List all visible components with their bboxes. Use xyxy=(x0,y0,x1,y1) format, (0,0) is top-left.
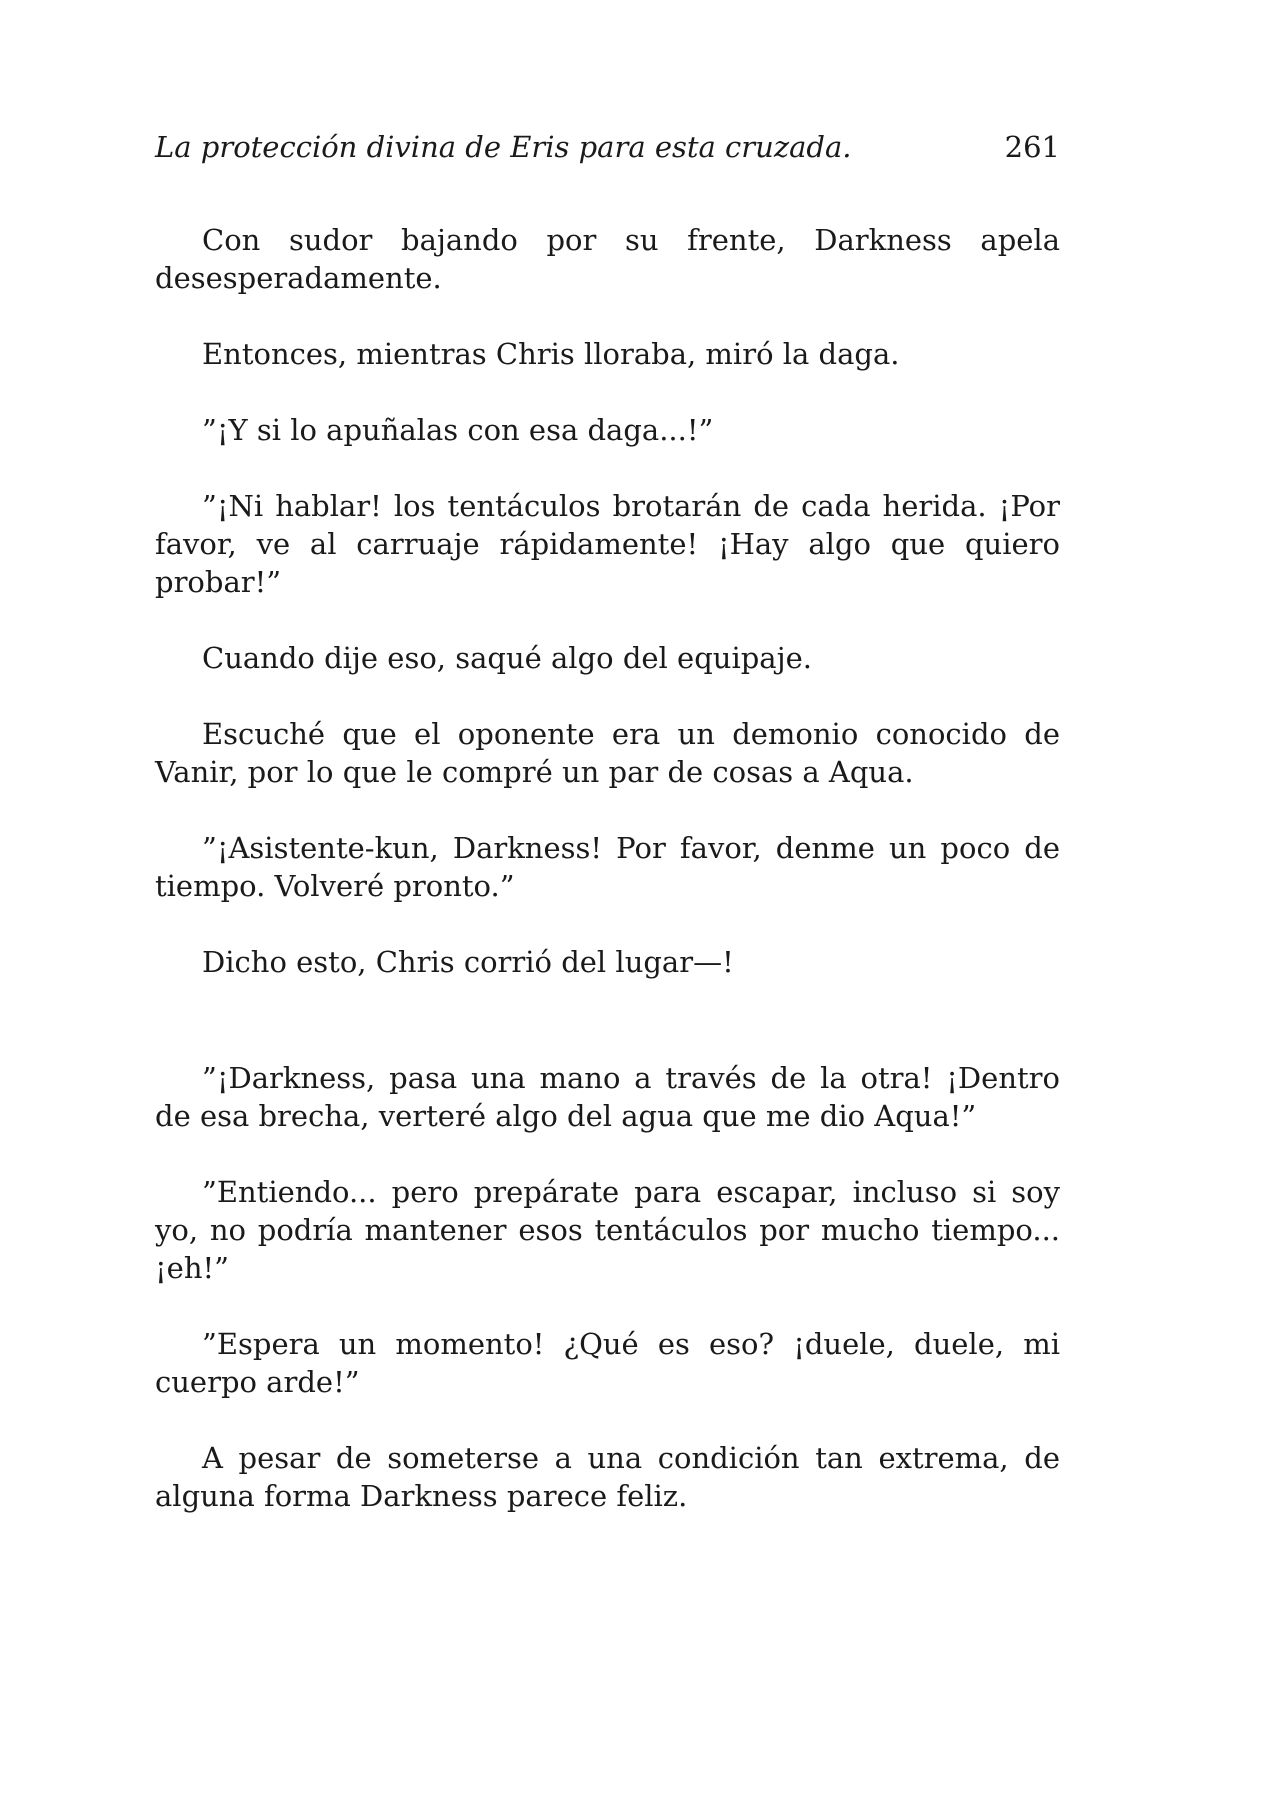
paragraph: A pesar de someterse a una condición tan extrema, de alguna forma Darkness parece feliz. xyxy=(155,1441,1060,1513)
paragraph: ”¡Y si lo apuñalas con esa daga...!” xyxy=(202,413,714,447)
paragraph: Cuando dije eso, saqué algo del equipaje. xyxy=(202,641,812,675)
running-header xyxy=(155,130,1060,170)
paragraph: ”¡Ni hablar! los tentáculos brotarán de cada herida. ¡Por favor, ve al carruaje rápidamente! ¡Hay algo que quiero probar!” xyxy=(155,489,1060,599)
paragraph: ”Espera un momento! ¿Qué es eso? ¡duele, duele, mi cuerpo arde!” xyxy=(155,1327,1060,1399)
paragraph: Con sudor bajando por su frente, Darkness apela desesperadamente. xyxy=(155,223,1060,295)
page-number: 261 xyxy=(1004,130,1060,164)
paragraph: Dicho esto, Chris corrió del lugar—! xyxy=(202,945,734,979)
body-text xyxy=(155,221,1060,1553)
book-page xyxy=(155,0,1060,1807)
paragraph: ”Entiendo... pero prepárate para escapar, incluso si soy yo, no podría mantener esos tentáculos por mucho tiempo... ¡eh!” xyxy=(155,1175,1060,1285)
paragraph: Entonces, mientras Chris lloraba, miró la daga. xyxy=(202,337,900,371)
running-title: La protección divina de Eris para esta cruzada. xyxy=(155,130,852,164)
paragraph: ”¡Darkness, pasa una mano a través de la otra! ¡Dentro de esa brecha, verteré algo del agua que me dio Aqua!” xyxy=(155,1061,1060,1133)
paragraph: ”¡Asistente-kun, Darkness! Por favor, denme un poco de tiempo. Volveré pronto.” xyxy=(155,831,1060,903)
paragraph: Escuché que el oponente era un demonio conocido de Vanir, por lo que le compré un par de cosas a Aqua. xyxy=(155,717,1060,789)
